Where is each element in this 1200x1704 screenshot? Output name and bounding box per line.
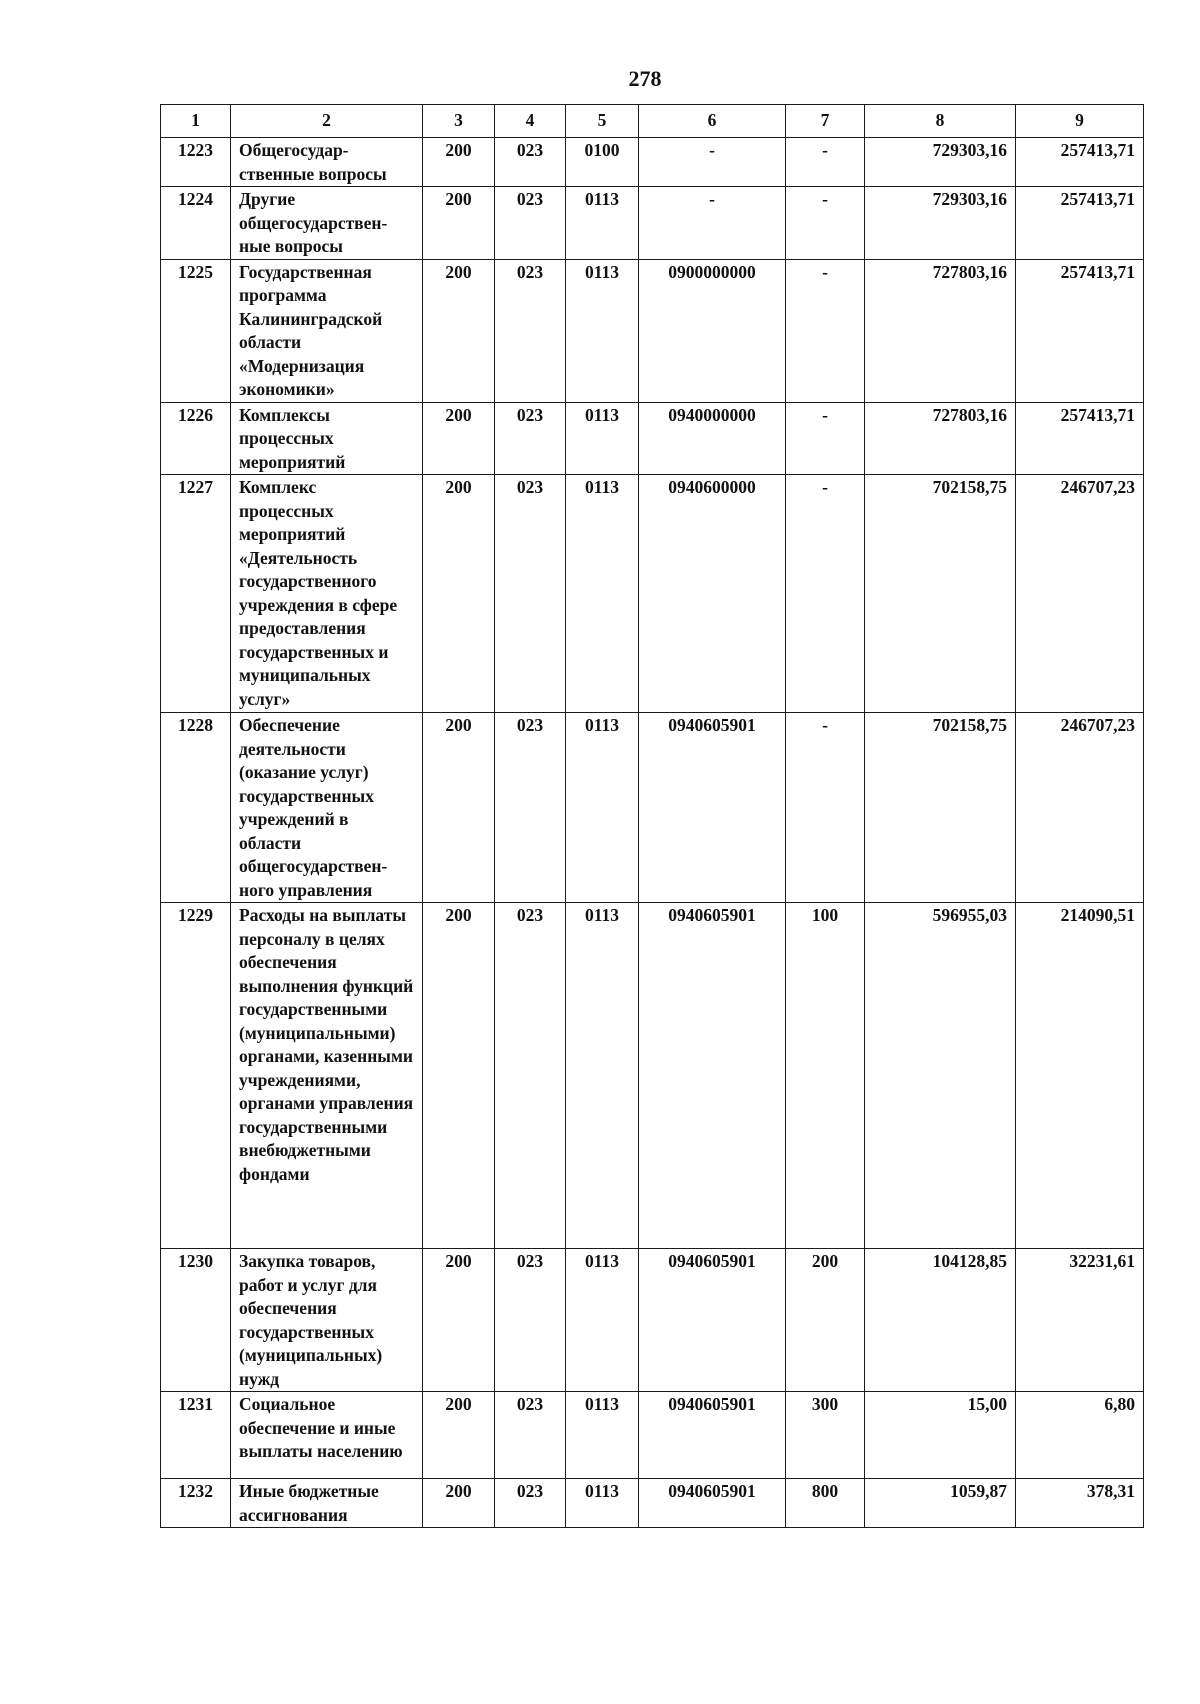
table-row — [161, 1479, 1144, 1528]
page-number: 278 — [628, 66, 662, 91]
code-col4-cell: 023 — [495, 187, 566, 260]
code-col7-cell: 100 — [786, 903, 865, 1249]
code-col6-cell: 0940000000 — [639, 402, 786, 475]
code-col3-cell: 200 — [423, 402, 495, 475]
amount-col8-cell: 15,00 — [865, 1392, 1016, 1479]
item-name-cell: Другие общегосударствен-ные вопросы — [231, 187, 423, 260]
column-header: 3 — [423, 105, 495, 138]
table-row — [161, 713, 1144, 903]
code-col4-cell: 023 — [495, 402, 566, 475]
code-col7-cell: 800 — [786, 1479, 865, 1528]
column-header: 9 — [1016, 105, 1144, 138]
code-col6-cell: - — [639, 138, 786, 187]
row-number-cell: 1231 — [161, 1392, 231, 1479]
code-col3-cell: 200 — [423, 138, 495, 187]
code-col7-cell: - — [786, 187, 865, 260]
code-col5-cell: 0100 — [566, 138, 639, 187]
item-name-cell: Закупка товаров, работ и услуг для обеспечения государственных (муниципальных) нужд — [231, 1249, 423, 1392]
amount-col8-cell: 596955,03 — [865, 903, 1016, 1249]
row-number-cell: 1225 — [161, 259, 231, 402]
amount-col8-cell: 729303,16 — [865, 138, 1016, 187]
code-col4-cell: 023 — [495, 1249, 566, 1392]
code-col6-cell: 0900000000 — [639, 259, 786, 402]
table-row — [161, 903, 1144, 1249]
code-col6-cell: 0940605901 — [639, 1249, 786, 1392]
code-col5-cell: 0113 — [566, 1392, 639, 1479]
amount-col9-cell: 214090,51 — [1016, 903, 1144, 1249]
amount-col8-cell: 702158,75 — [865, 475, 1016, 713]
table-row — [161, 1392, 1144, 1479]
code-col3-cell: 200 — [423, 187, 495, 260]
amount-col9-cell: 378,31 — [1016, 1479, 1144, 1528]
table-row — [161, 259, 1144, 402]
code-col5-cell: 0113 — [566, 402, 639, 475]
code-col7-cell: 300 — [786, 1392, 865, 1479]
code-col6-cell: - — [639, 187, 786, 260]
item-name-cell: Иные бюджетные ассигнования — [231, 1479, 423, 1528]
code-col3-cell: 200 — [423, 903, 495, 1249]
column-header: 4 — [495, 105, 566, 138]
item-name-cell: Комплекс процессных мероприятий «Деятельность государственного учреждения в сфере предоставления государственных и муниципальных услуг» — [231, 475, 423, 713]
item-name-cell: Обеспечение деятельности (оказание услуг) государственных учреждений в области общегосударствен-ного управления — [231, 713, 423, 903]
code-col7-cell: - — [786, 259, 865, 402]
amount-col9-cell: 246707,23 — [1016, 475, 1144, 713]
column-header: 6 — [639, 105, 786, 138]
table-row — [161, 187, 1144, 260]
row-number-cell: 1232 — [161, 1479, 231, 1528]
code-col5-cell: 0113 — [566, 713, 639, 903]
code-col4-cell: 023 — [495, 475, 566, 713]
column-header: 2 — [231, 105, 423, 138]
amount-col9-cell: 257413,71 — [1016, 138, 1144, 187]
code-col4-cell: 023 — [495, 903, 566, 1249]
code-col3-cell: 200 — [423, 259, 495, 402]
code-col7-cell: - — [786, 138, 865, 187]
row-number-cell: 1229 — [161, 903, 231, 1249]
table-row — [161, 138, 1144, 187]
table-row — [161, 402, 1144, 475]
code-col5-cell: 0113 — [566, 1479, 639, 1528]
code-col6-cell: 0940605901 — [639, 1479, 786, 1528]
amount-col9-cell: 257413,71 — [1016, 259, 1144, 402]
code-col6-cell: 0940600000 — [639, 475, 786, 713]
code-col4-cell: 023 — [495, 713, 566, 903]
code-col7-cell: - — [786, 402, 865, 475]
table-row — [161, 1249, 1144, 1392]
code-col5-cell: 0113 — [566, 1249, 639, 1392]
amount-col8-cell: 104128,85 — [865, 1249, 1016, 1392]
column-header: 5 — [566, 105, 639, 138]
code-col5-cell: 0113 — [566, 475, 639, 713]
code-col4-cell: 023 — [495, 1392, 566, 1479]
amount-col9-cell: 257413,71 — [1016, 187, 1144, 260]
column-header: 1 — [161, 105, 231, 138]
code-col5-cell: 0113 — [566, 903, 639, 1249]
item-name-cell: Комплексы процессных мероприятий — [231, 402, 423, 475]
amount-col9-cell: 32231,61 — [1016, 1249, 1144, 1392]
code-col6-cell: 0940605901 — [639, 1392, 786, 1479]
code-col3-cell: 200 — [423, 475, 495, 713]
column-header: 8 — [865, 105, 1016, 138]
amount-col8-cell: 702158,75 — [865, 713, 1016, 903]
table-row — [161, 475, 1144, 713]
code-col3-cell: 200 — [423, 713, 495, 903]
amount-col8-cell: 727803,16 — [865, 402, 1016, 475]
item-name-cell: Государственная программа Калининградской области «Модернизация экономики» — [231, 259, 423, 402]
amount-col8-cell: 729303,16 — [865, 187, 1016, 260]
budget-table — [160, 104, 1144, 1528]
column-header: 7 — [786, 105, 865, 138]
row-number-cell: 1228 — [161, 713, 231, 903]
code-col4-cell: 023 — [495, 259, 566, 402]
table-body — [161, 138, 1144, 1528]
item-name-cell: Расходы на выплаты персоналу в целях обеспечения выполнения функций государственными (муниципальными) органами, казенными учреждениями, органами управления государственными внебюджетными фондами — [231, 903, 423, 1249]
code-col6-cell: 0940605901 — [639, 713, 786, 903]
code-col4-cell: 023 — [495, 1479, 566, 1528]
amount-col9-cell: 246707,23 — [1016, 713, 1144, 903]
item-name-cell: Общегосудар-ственные вопросы — [231, 138, 423, 187]
header-row — [161, 105, 1144, 138]
amount-col9-cell: 6,80 — [1016, 1392, 1144, 1479]
row-number-cell: 1224 — [161, 187, 231, 260]
row-number-cell: 1226 — [161, 402, 231, 475]
amount-col8-cell: 727803,16 — [865, 259, 1016, 402]
row-number-cell: 1230 — [161, 1249, 231, 1392]
code-col7-cell: - — [786, 475, 865, 713]
row-number-cell: 1223 — [161, 138, 231, 187]
code-col3-cell: 200 — [423, 1479, 495, 1528]
code-col3-cell: 200 — [423, 1392, 495, 1479]
amount-col8-cell: 1059,87 — [865, 1479, 1016, 1528]
item-name-cell: Социальное обеспечение и иные выплаты населению — [231, 1392, 423, 1479]
code-col4-cell: 023 — [495, 138, 566, 187]
code-col7-cell: - — [786, 713, 865, 903]
code-col7-cell: 200 — [786, 1249, 865, 1392]
code-col6-cell: 0940605901 — [639, 903, 786, 1249]
code-col5-cell: 0113 — [566, 259, 639, 402]
code-col3-cell: 200 — [423, 1249, 495, 1392]
code-col5-cell: 0113 — [566, 187, 639, 260]
row-number-cell: 1227 — [161, 475, 231, 713]
amount-col9-cell: 257413,71 — [1016, 402, 1144, 475]
